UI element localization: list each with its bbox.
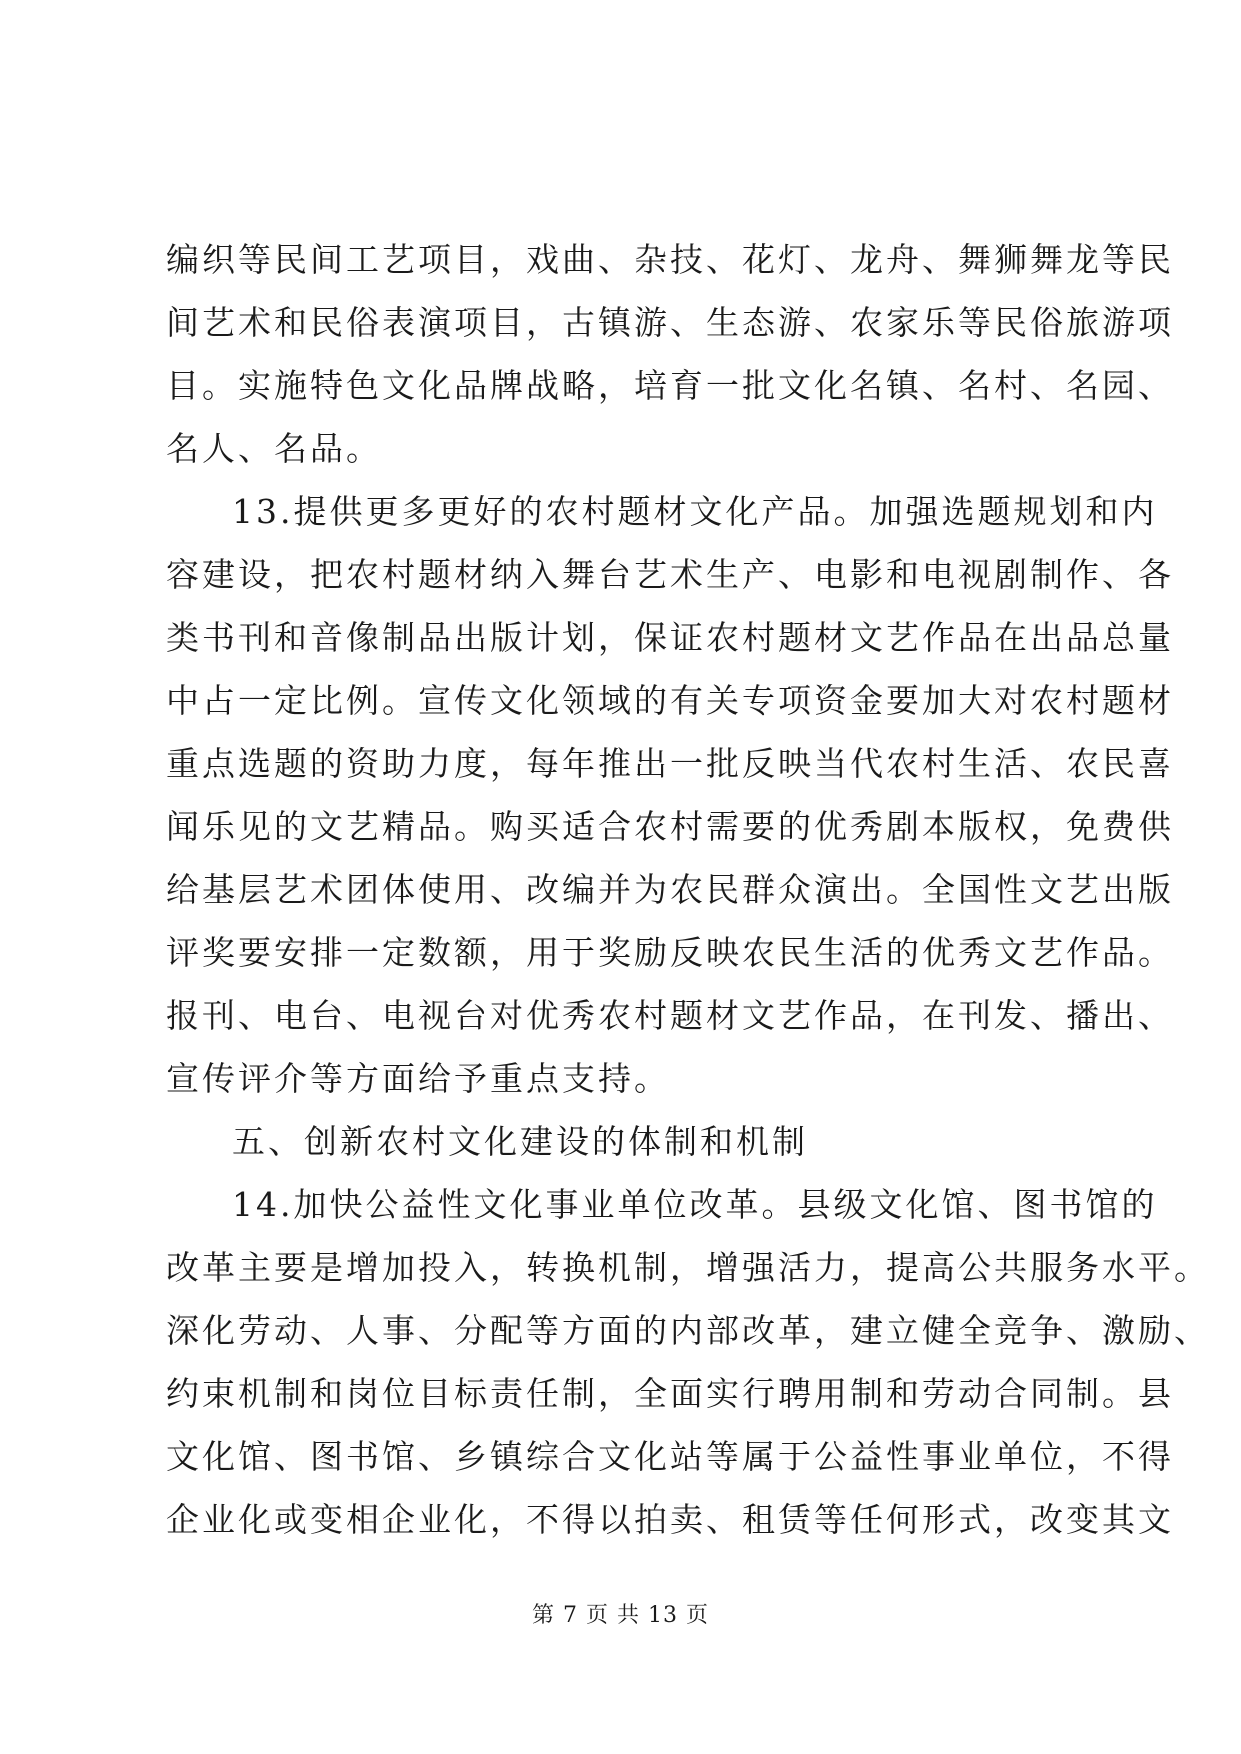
document-body: [166, 228, 1210, 1551]
text-line: 五、创新农村文化建设的体制和机制: [232, 1122, 808, 1161]
text-line: 宣传评介等方面给予重点支持。: [166, 1059, 670, 1098]
text-line: 企业化或变相企业化，不得以拍卖、租赁等任何形式，改变其文: [166, 1500, 1174, 1539]
text-line: 名人、名品。: [166, 429, 382, 468]
page-footer: 第 7 页 共 13 页: [532, 1603, 709, 1628]
text-line: 间艺术和民俗表演项目，古镇游、生态游、农家乐等民俗旅游项: [166, 303, 1174, 342]
text-line: 深化劳动、人事、分配等方面的内部改革，建立健全竞争、激励、: [166, 1311, 1210, 1350]
text-line: 容建设，把农村题材纳入舞台艺术生产、电影和电视剧制作、各: [166, 555, 1174, 594]
text-line: 评奖要安排一定数额，用于奖励反映农民生活的优秀文艺作品。: [166, 933, 1174, 972]
text-line: 中占一定比例。宣传文化领域的有关专项资金要加大对农村题材: [166, 681, 1174, 720]
text-line: 约束机制和岗位目标责任制，全面实行聘用制和劳动合同制。县: [166, 1374, 1174, 1413]
text-line: 闻乐见的文艺精品。购买适合农村需要的优秀剧本版权，免费供: [166, 807, 1174, 846]
text-line: 给基层艺术团体使用、改编并为农民群众演出。全国性文艺出版: [166, 870, 1174, 909]
text-line: 类书刊和音像制品出版计划，保证农村题材文艺作品在出品总量: [166, 618, 1174, 657]
text-line: 文化馆、图书馆、乡镇综合文化站等属于公益性事业单位，不得: [166, 1437, 1174, 1476]
text-line: 改革主要是增加投入，转换机制，增强活力，提高公共服务水平。: [166, 1248, 1210, 1287]
text-line: 编织等民间工艺项目，戏曲、杂技、花灯、龙舟、舞狮舞龙等民: [166, 240, 1174, 279]
text-line: 报刊、电台、电视台对优秀农村题材文艺作品，在刊发、播出、: [166, 996, 1174, 1035]
text-line: 13.提供更多更好的农村题材文化产品。加强选题规划和内: [232, 492, 1158, 531]
text-line: 14.加快公益性文化事业单位改革。县级文化馆、图书馆的: [232, 1185, 1158, 1224]
text-line: 目。实施特色文化品牌战略，培育一批文化名镇、名村、名园、: [166, 366, 1174, 405]
text-line: 重点选题的资助力度，每年推出一批反映当代农村生活、农民喜: [166, 744, 1174, 783]
